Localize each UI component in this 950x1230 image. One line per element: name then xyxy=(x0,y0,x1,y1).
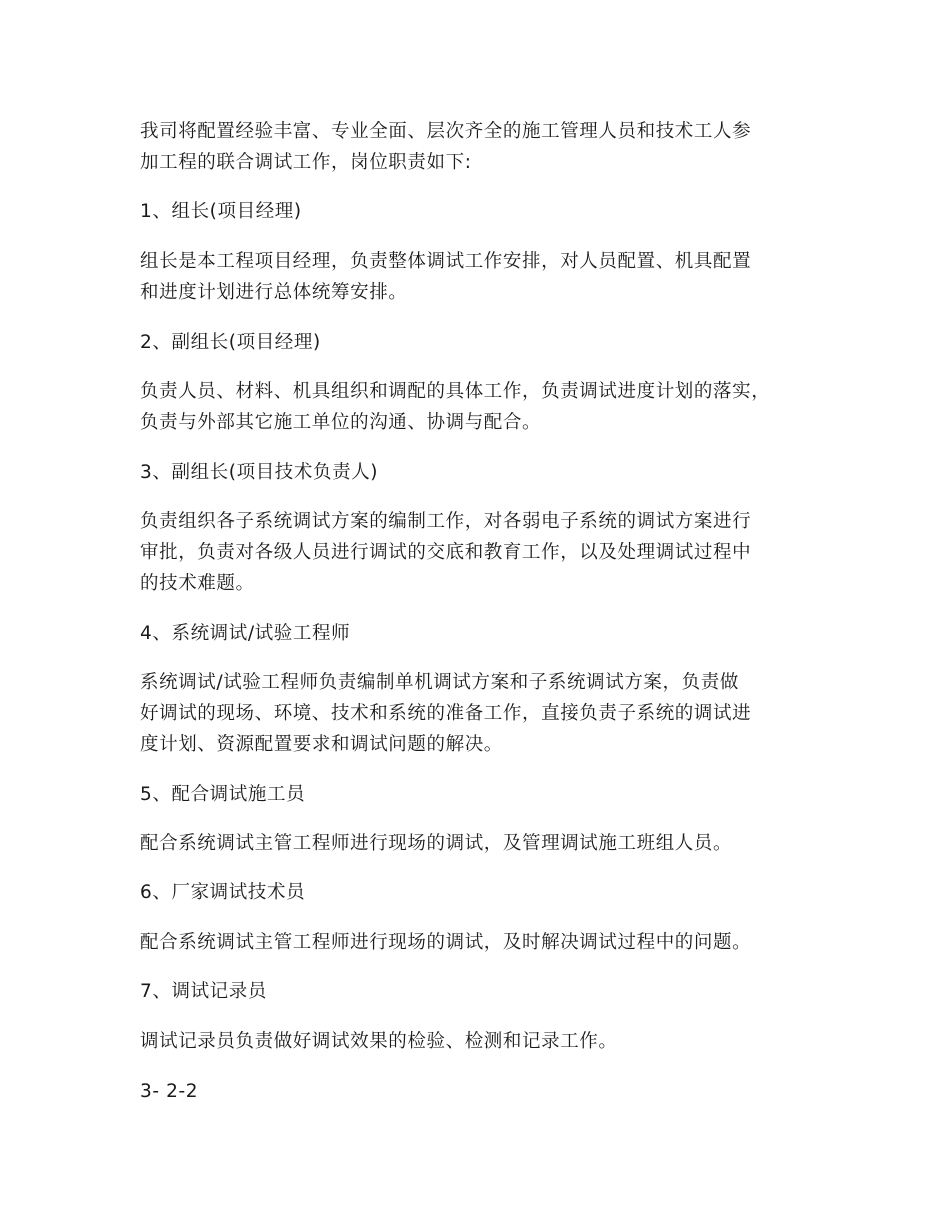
section-4-body-line-1: 系统调试/试验工程师负责编制单机调试方案和子系统调试方案，负责做 xyxy=(140,672,739,693)
section-2-body-line-2: 负责与外部其它施工单位的沟通、协调与配合。 xyxy=(140,412,542,433)
section-heading-6: 6、厂家调试技术员 xyxy=(140,882,306,903)
section-1-body-line-2: 和进度计划进行总体统筹安排。 xyxy=(140,282,408,303)
section-heading-7: 7、调试记录员 xyxy=(140,981,267,1002)
section-heading-2: 2、副组长(项目经理) xyxy=(140,332,321,353)
section-1-body-line-1: 组长是本工程项目经理，负责整体调试工作安排，对人员配置、机具配置 xyxy=(140,251,752,272)
section-heading-1: 1、组长(项目经理) xyxy=(140,201,302,222)
section-2-body-line-1: 负责人员、材料、机具组织和调配的具体工作，负责调试进度计划的落实， xyxy=(140,381,771,402)
section-heading-3: 3、副组长(项目技术负责人) xyxy=(140,462,379,483)
section-4-body-line-2: 好调试的现场、环境、技术和系统的准备工作，直接负责子系统的调试进 xyxy=(140,703,752,724)
section-heading-4: 4、系统调试/试验工程师 xyxy=(140,623,351,644)
section-7-body-line-1: 调试记录员负责做好调试效果的检验、检测和记录工作。 xyxy=(140,1031,618,1052)
intro-line-2: 加工程的联合调试工作，岗位职责如下: xyxy=(140,152,472,173)
section-number: 3- 2-2 xyxy=(140,1081,199,1102)
section-3-body-line-2: 审批，负责对各级人员进行调试的交底和教育工作，以及处理调试过程中 xyxy=(140,542,752,563)
section-heading-5: 5、配合调试施工员 xyxy=(140,784,306,805)
intro-line-1: 我司将配置经验丰富、专业全面、层次齐全的施工管理人员和技术工人参 xyxy=(140,121,752,142)
section-4-body-line-3: 度计划、资源配置要求和调试问题的解决。 xyxy=(140,734,503,755)
section-3-body-line-3: 的技术难题。 xyxy=(140,573,255,594)
section-5-body-line-1: 配合系统调试主管工程师进行现场的调试，及管理调试施工班组人员。 xyxy=(140,833,733,854)
section-6-body-line-1: 配合系统调试主管工程师进行现场的调试，及时解决调试过程中的问题。 xyxy=(140,932,752,953)
section-3-body-line-1: 负责组织各子系统调试方案的编制工作，对各弱电子系统的调试方案进行 xyxy=(140,511,752,532)
